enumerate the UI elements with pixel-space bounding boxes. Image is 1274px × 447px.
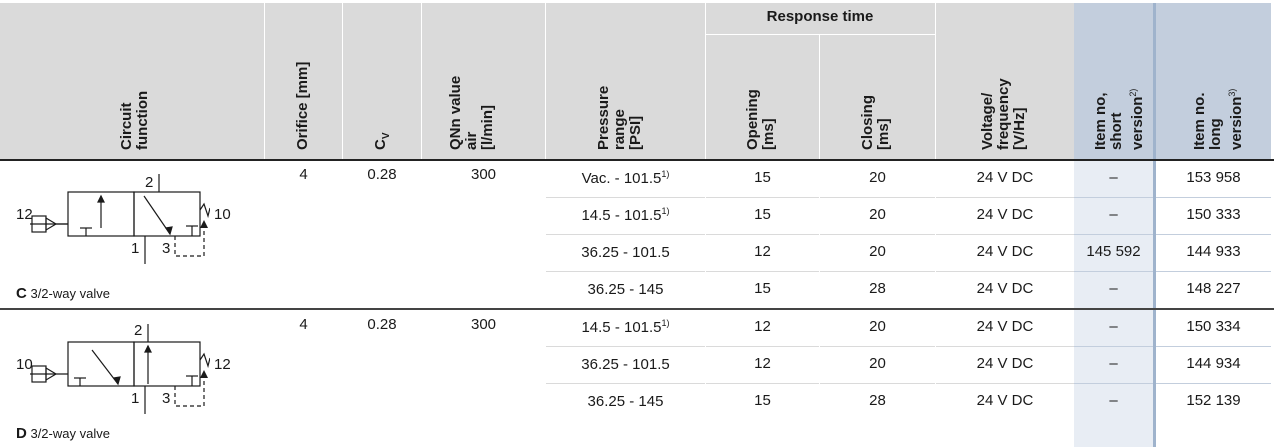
port-bottom-left-d: 1 (131, 390, 140, 407)
port-bottom-left-c: 1 (131, 240, 140, 257)
cell-value: 15 (754, 392, 771, 409)
orifice-c: 4 (299, 166, 308, 183)
cell-value: 28 (869, 392, 886, 409)
table-cell-closing (820, 280, 935, 297)
header-orifice: Orifice [mm] (294, 61, 311, 150)
table-cell-item-long (1156, 169, 1271, 186)
cell-value: 20 (869, 206, 886, 223)
cell-value: 20 (869, 355, 886, 372)
divider (545, 3, 546, 447)
table-cell-item-short (1074, 243, 1153, 260)
cell-value: 150 334 (1186, 318, 1241, 335)
cell-value: – (1109, 280, 1118, 297)
table-cell-voltage (936, 355, 1074, 372)
table-cell-item-short (1074, 169, 1153, 186)
table-cell-voltage (936, 206, 1074, 223)
header-item-short: Item no, short version$^{2)}$ (1092, 88, 1146, 150)
divider (935, 3, 936, 447)
cell-value: 20 (869, 169, 886, 186)
cell-value: 145 592 (1086, 243, 1141, 260)
table-cell-closing (820, 355, 935, 372)
port-left-d: 10 (16, 356, 33, 373)
table-cell-closing (820, 392, 935, 409)
cell-value: 24 V DC (976, 355, 1034, 372)
table-cell-opening (706, 206, 819, 223)
cell-value: 24 V DC (976, 280, 1034, 297)
cell-value: – (1109, 355, 1118, 372)
header-closing: Closing [ms] (859, 95, 892, 150)
cell-value: 36.25 - 101.5 (581, 356, 670, 373)
cell-value: 15 (754, 206, 771, 223)
table-cell-item-short (1074, 206, 1153, 223)
table-cell-pressure (546, 392, 705, 410)
cell-value: – (1109, 392, 1118, 409)
cell-value: 24 V DC (976, 169, 1034, 186)
table-cell-pressure (546, 243, 705, 261)
body-cv-c (343, 161, 421, 308)
cell-value: 20 (869, 243, 886, 260)
table-cell-opening (706, 243, 819, 260)
cell-value: – (1109, 169, 1118, 186)
table-cell-pressure (546, 355, 705, 373)
table-cell-voltage (936, 169, 1074, 186)
header-opening: Opening [ms] (744, 89, 777, 150)
table-cell-pressure (546, 280, 705, 298)
cv-c: 0.28 (367, 166, 397, 183)
cell-value: 20 (869, 318, 886, 335)
cell-value: 24 V DC (976, 318, 1034, 335)
port-top-d: 2 (134, 322, 143, 339)
header-response-time: Response time (766, 8, 874, 25)
table-cell-item-long (1156, 243, 1271, 260)
divider (264, 3, 265, 447)
cell-value: – (1109, 206, 1118, 223)
table-cell-opening (706, 318, 819, 335)
body-orifice-c (265, 161, 342, 308)
circuit-label-c: C 3/2-way valve (16, 285, 110, 302)
table-cell-voltage (936, 318, 1074, 335)
table-cell-item-long (1156, 280, 1271, 297)
table-cell-closing (820, 318, 935, 335)
divider (705, 3, 706, 447)
table-cell-voltage (936, 392, 1074, 409)
table-cell-pressure (546, 169, 705, 187)
table-cell-closing (820, 169, 935, 186)
cell-value: 15 (754, 169, 771, 186)
cell-value: 144 933 (1186, 243, 1241, 260)
cell-value: Vac. - 101.5 (581, 170, 662, 187)
cell-value: 14.5 - 101.5 (581, 207, 662, 224)
table-cell-item-short (1074, 355, 1153, 372)
body-qnn-c (422, 161, 545, 308)
cell-value: 14.5 - 101.5 (581, 319, 662, 336)
header-voltage: Voltage/ frequency [V/Hz] (979, 78, 1028, 150)
cell-value: 12 (754, 318, 771, 335)
footnote-marker: 1) (661, 169, 670, 179)
header-cv: $C_V$ (372, 132, 392, 150)
footnote-marker: 1) (661, 206, 670, 216)
valve-symbol-d (20, 318, 210, 418)
table-cell-pressure (546, 318, 705, 336)
divider (819, 35, 820, 447)
header-circuit-function: Circuit function (118, 90, 151, 150)
cell-value: 36.25 - 145 (587, 281, 664, 298)
table-cell-item-long (1156, 318, 1271, 335)
cell-value: 148 227 (1186, 280, 1241, 297)
table-cell-closing (820, 243, 935, 260)
port-right-d: 12 (214, 356, 231, 373)
divider (421, 3, 422, 447)
port-bottom-right-d: 3 (162, 390, 171, 407)
header-item-long: Item no. long version$^{3)}$ (1191, 88, 1245, 150)
table-cell-voltage (936, 280, 1074, 297)
qnn-c: 300 (470, 166, 497, 183)
circuit-label-d: D 3/2-way valve (16, 425, 110, 442)
cell-value: 36.25 - 101.5 (581, 244, 670, 261)
table-cell-opening (706, 392, 819, 409)
header-qnn: QNn value air [l/min] (447, 75, 496, 150)
table-cell-item-short (1074, 318, 1153, 335)
divider (705, 34, 935, 35)
header-pressure: Pressure range [PSI] (595, 85, 644, 150)
orifice-d: 4 (299, 316, 308, 333)
table-cell-opening (706, 169, 819, 186)
footnote-marker: 1) (661, 318, 670, 328)
cell-value: 28 (869, 280, 886, 297)
table-cell-opening (706, 280, 819, 297)
port-right-c: 10 (214, 206, 231, 223)
qnn-d: 300 (470, 316, 497, 333)
cell-value: 24 V DC (976, 206, 1034, 223)
valve-symbol-c (20, 168, 210, 268)
cell-value: 15 (754, 280, 771, 297)
divider (342, 3, 343, 447)
table-cell-item-long (1156, 355, 1271, 372)
table-cell-item-long (1156, 392, 1271, 409)
cell-value: – (1109, 318, 1118, 335)
group-divider (0, 308, 1274, 310)
table-cell-item-short (1074, 392, 1153, 409)
table-cell-item-long (1156, 206, 1271, 223)
cell-value: 150 333 (1186, 206, 1241, 223)
cell-value: 12 (754, 355, 771, 372)
cell-value: 24 V DC (976, 243, 1034, 260)
table-cell-item-short (1074, 280, 1153, 297)
cell-value: 144 934 (1186, 355, 1241, 372)
cell-value: 12 (754, 243, 771, 260)
cell-value: 36.25 - 145 (587, 393, 664, 410)
cell-value: 153 958 (1186, 169, 1241, 186)
table-cell-voltage (936, 243, 1074, 260)
port-left-c: 12 (16, 206, 33, 223)
cell-value: 24 V DC (976, 392, 1034, 409)
port-bottom-right-c: 3 (162, 240, 171, 257)
header-divider (0, 159, 1274, 161)
cv-d: 0.28 (367, 316, 397, 333)
table-cell-opening (706, 355, 819, 372)
cell-value: 152 139 (1186, 392, 1241, 409)
table-cell-closing (820, 206, 935, 223)
table-cell-pressure (546, 206, 705, 224)
port-top-c: 2 (145, 174, 154, 191)
